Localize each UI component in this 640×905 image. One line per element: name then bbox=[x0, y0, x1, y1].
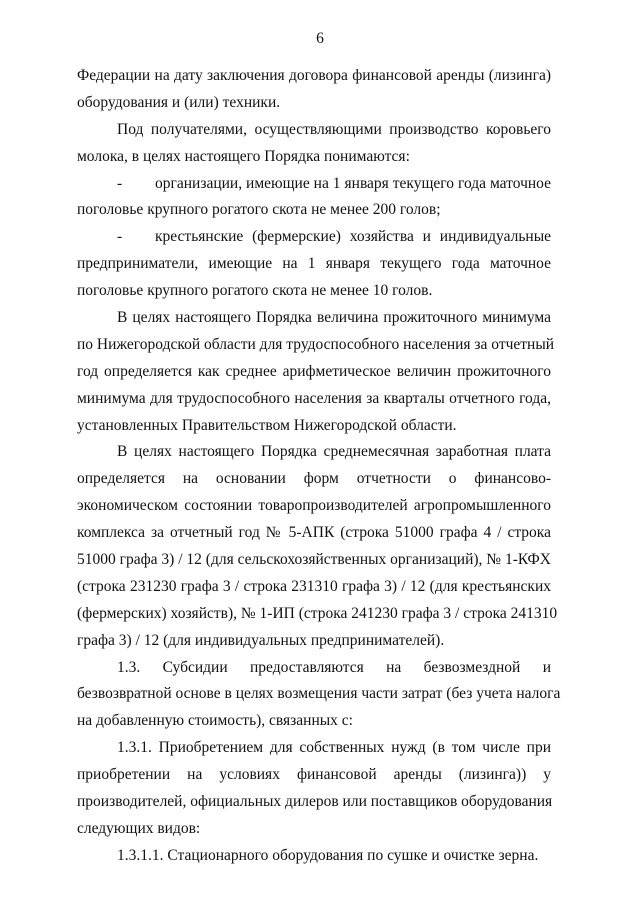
line-text: экономическом состоянии товаропроизводителей агропромышленного bbox=[77, 497, 551, 515]
line-text: (фермерских) хозяйств), № 1-ИП (строка 241230 графа 3 / строка 241310 bbox=[77, 604, 558, 622]
paragraph bbox=[77, 305, 555, 439]
line-text: безвозвратной основе в целях возмещения части затрат (без учета налога bbox=[77, 685, 561, 703]
paragraph bbox=[77, 63, 551, 117]
text-line bbox=[77, 843, 551, 870]
line-text: предприниматели, имеющие на 1 января текущего года маточное bbox=[77, 255, 551, 273]
text-line bbox=[77, 224, 551, 251]
text-line bbox=[77, 735, 551, 762]
text-line bbox=[77, 547, 551, 574]
text-line bbox=[77, 197, 551, 224]
paragraph bbox=[77, 843, 551, 870]
text-line bbox=[77, 681, 561, 708]
line-text: по Нижегородской области для трудоспособного населения за отчетный bbox=[77, 335, 555, 353]
line-text: поголовье крупного рогатого скота не менее 200 голов; bbox=[77, 201, 441, 219]
line-text: крестьянские (фермерские) хозяйства и индивидуальные bbox=[155, 228, 551, 246]
line-text: 51000 графа 3) / 12 (для сельскохозяйственных организаций), № 1-КФХ bbox=[77, 551, 551, 569]
line-text: приобретении на условиях финансовой аренды (лизинга)) у bbox=[77, 766, 551, 784]
text-line bbox=[77, 278, 551, 305]
line-text: поголовье крупного рогатого скота не менее 10 голов. bbox=[77, 282, 433, 300]
text-line bbox=[77, 171, 551, 198]
page-number: 6 bbox=[316, 30, 324, 47]
line-text: год определяется как среднее арифметическое величин прожиточного bbox=[77, 362, 551, 380]
line-text: следующих видов: bbox=[77, 819, 201, 837]
text-line bbox=[77, 305, 551, 332]
text-line bbox=[77, 708, 551, 735]
line-text: организации, имеющие на 1 января текущего года маточное bbox=[155, 174, 551, 192]
list-marker: - bbox=[117, 228, 123, 246]
text-line bbox=[77, 144, 551, 171]
text-line bbox=[77, 251, 551, 278]
text-line bbox=[77, 574, 551, 601]
paragraph bbox=[77, 224, 551, 305]
text-line bbox=[77, 90, 551, 117]
line-text: установленных Правительством Нижегородской области. bbox=[77, 416, 457, 434]
paragraph bbox=[77, 439, 558, 654]
paragraph bbox=[77, 735, 551, 843]
list-marker: - bbox=[117, 174, 123, 192]
line-text: комплекса за отчетный год № 5-АПК (строка 51000 графа 4 / строка bbox=[77, 524, 551, 542]
text-line bbox=[77, 413, 551, 440]
line-text: 1.3. Субсидии предоставляются на безвозмездной и bbox=[117, 658, 551, 676]
line-text: 1.3.1.1. Стационарного оборудования по сушке и очистке зерна. bbox=[117, 846, 539, 864]
paragraph bbox=[77, 117, 551, 171]
text-line bbox=[77, 466, 551, 493]
line-text: минимума для трудоспособного населения за кварталы отчетного года, bbox=[77, 389, 551, 407]
line-text: Федерации на дату заключения договора финансовой аренды (лизинга) bbox=[77, 67, 551, 84]
paragraph bbox=[77, 171, 551, 225]
line-text: оборудования и (или) техники. bbox=[77, 93, 281, 111]
text-line bbox=[77, 601, 558, 628]
text-line bbox=[77, 117, 551, 144]
text-line bbox=[77, 439, 551, 466]
text-line bbox=[77, 789, 551, 816]
text-line bbox=[77, 816, 551, 843]
text-line bbox=[77, 63, 551, 90]
line-text: 1.3.1. Приобретением для собственных нужд (в том числе при bbox=[117, 739, 551, 757]
line-text: В целях настоящего Порядка среднемесячная заработная плата bbox=[117, 443, 551, 461]
line-text: молока, в целях настоящего Порядка понимаются: bbox=[77, 147, 410, 165]
line-text: определяется на основании форм отчетности о финансово- bbox=[77, 470, 551, 488]
text-line bbox=[77, 386, 551, 413]
text-line bbox=[77, 493, 551, 520]
document-body bbox=[77, 63, 561, 870]
paragraph bbox=[77, 655, 561, 736]
line-text: графа 3) / 12 (для индивидуальных предпринимателей). bbox=[77, 631, 445, 649]
text-line bbox=[77, 655, 551, 682]
line-text: производителей, официальных дилеров или поставщиков оборудования bbox=[77, 793, 553, 811]
text-line bbox=[77, 520, 551, 547]
line-text: на добавленную стоимость), связанных с: bbox=[77, 712, 353, 730]
text-line bbox=[77, 628, 551, 655]
text-line bbox=[77, 762, 551, 789]
line-text: (строка 231230 графа 3 / строка 231310 графа 3) / 12 (для крестьянских bbox=[77, 577, 551, 595]
text-line bbox=[77, 359, 551, 386]
line-text: В целях настоящего Порядка величина прожиточного минимума bbox=[117, 309, 551, 327]
text-line bbox=[77, 332, 555, 359]
line-text: Под получателями, осуществляющими производство коровьего bbox=[117, 120, 551, 138]
